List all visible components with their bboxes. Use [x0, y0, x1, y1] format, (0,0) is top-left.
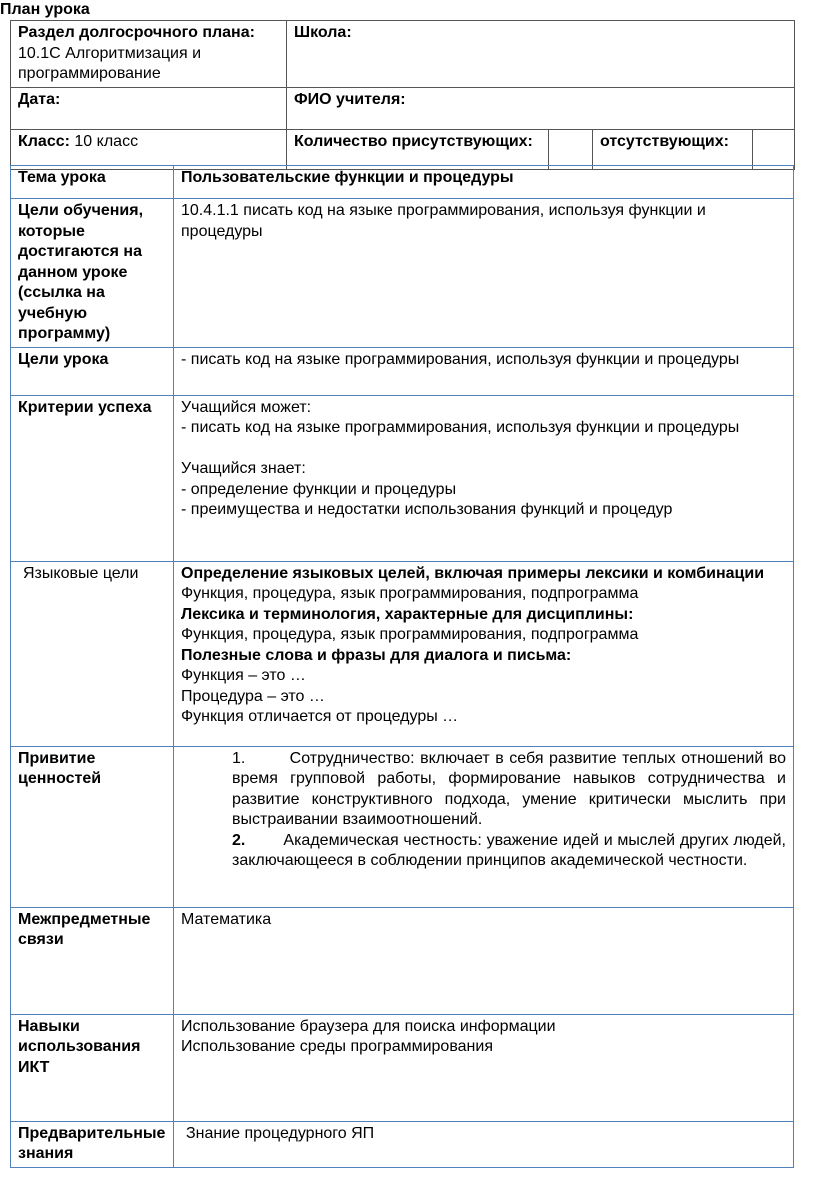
section-cell: Раздел долгосрочного плана: 10.1С Алгоритмизация и программирование — [11, 21, 287, 88]
absent-label: отсутствующих: — [593, 129, 753, 169]
row-criteria: Критерии успеха Учащийся может: - писать код на языке программирования, используя функции и процедуры Учащийся знает: - определение функции и процедуры - преимущества и недостатки использования функций и процедур — [11, 395, 794, 561]
row-topic: Тема урока Пользовательские функции и процедуры — [11, 166, 794, 199]
school-cell: Школа: — [287, 21, 795, 88]
date-cell: Дата: — [11, 87, 287, 129]
row-prior: Предварительные знания Знание процедурного ЯП — [11, 1121, 794, 1167]
row-objectives: Цели обучения, которые достигаются на данном уроке (ссылка на учебную программу) 10.4.1.1 писать код на языке программирования, используя функции и процедуры — [11, 199, 794, 348]
row-lesson-goals: Цели урока - писать код на языке программирования, используя функции и процедуры — [11, 347, 794, 395]
header-table — [10, 20, 795, 170]
present-label: Количество присутствующих: — [287, 129, 549, 169]
present-value — [549, 129, 593, 169]
teacher-cell: ФИО учителя: — [287, 87, 795, 129]
absent-value — [753, 129, 795, 169]
row-ict: Навыки использования ИКТ Использование браузера для поиска информации Использование среды программирования — [11, 1014, 794, 1121]
page-title: План урока — [0, 1, 90, 18]
row-language: Языковые цели Определение языковых целей, включая примеры лексики и комбинации Функция, процедура, язык программирования, подпрограмма Лексика и терминология, характерные для дисциплины: Функция, процедура, язык программирования, подпрограмма Полезные слова и фразы для диалога и письма: Функция – это … Процедура – это … Функция отличается от процедуры … — [11, 561, 794, 746]
class-cell: Класс: 10 класс — [11, 129, 287, 169]
lesson-table — [10, 165, 794, 1168]
row-cross: Межпредметные связи Математика — [11, 907, 794, 1014]
row-values: Привитие ценностей 1. Сотрудничество: включает в себя развитие теплых отношений во время групповой работы, формирование навыков сотрудничества и развитие конструктивного подхода, умение критически мыслить при выстраивании взаимоотношений. 2. Академическая честность: уважение идей и мыслей других людей, заключающееся в соблюдении принципов академической честности. — [11, 746, 794, 907]
